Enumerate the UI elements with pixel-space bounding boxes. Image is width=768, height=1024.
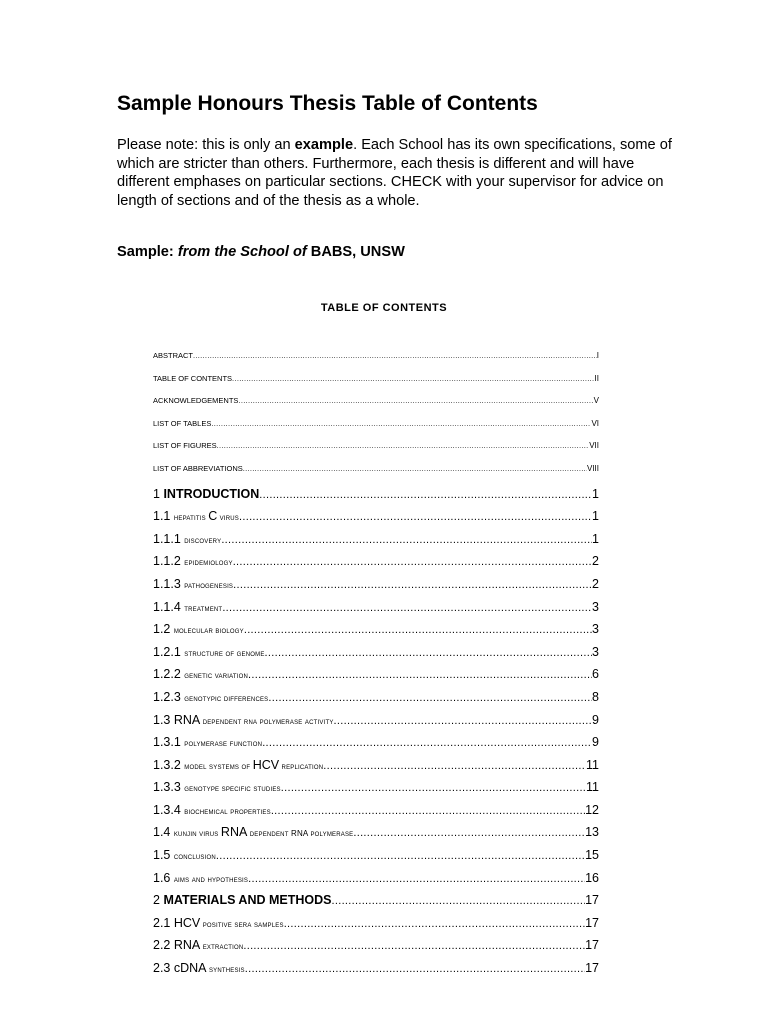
toc-leader xyxy=(353,827,585,839)
toc-entry-text: treatment xyxy=(184,603,223,613)
toc-entry xyxy=(153,848,599,871)
toc-entry-label: TABLE OF CONTENTS xyxy=(153,373,233,383)
toc-entry-text: model systems of xyxy=(184,761,253,771)
sample-from: from the School of xyxy=(177,244,307,260)
toc-page-number: 1 xyxy=(592,531,599,546)
toc-entry-number: 1.3.2 xyxy=(153,757,185,772)
sample-source xyxy=(117,244,405,260)
toc-entry-text: dependent RNA polymerase xyxy=(247,829,354,839)
toc-entry-text: polymerase function xyxy=(184,739,263,749)
toc-leader xyxy=(248,873,585,885)
toc-entry-number: 1.6 xyxy=(153,870,174,885)
toc-entry-text: MATERIALS AND METHODS xyxy=(163,893,332,908)
toc-page-number: V xyxy=(593,396,599,406)
toc-entry-number: 1.1.4 xyxy=(153,599,185,614)
toc-entry-text: biochemical properties xyxy=(184,806,271,816)
toc-entry-number: 1.4 xyxy=(153,825,174,840)
toc-entry-text: cDNA xyxy=(173,961,207,976)
toc-page-number: 17 xyxy=(585,961,599,976)
page-title: Sample Honours Thesis Table of Contents xyxy=(117,92,538,115)
toc-leader xyxy=(243,464,587,473)
toc-entry xyxy=(153,690,599,713)
toc-entry xyxy=(153,667,599,690)
toc-entry-label xyxy=(153,916,284,930)
toc-leader xyxy=(284,918,585,930)
toc-entry xyxy=(153,554,599,577)
toc-leader xyxy=(259,489,592,501)
toc-entry-text: pathogenesis xyxy=(184,580,234,590)
toc-page-number: 17 xyxy=(585,938,599,953)
toc-page-number: 13 xyxy=(585,825,599,840)
toc-entry-label xyxy=(153,893,332,907)
toc-entry-label: LIST OF FIGURES xyxy=(153,441,217,451)
note-emphasis: example xyxy=(294,137,354,153)
toc-entry xyxy=(153,532,599,555)
toc-entry-text: extraction xyxy=(200,942,244,952)
toc-leader xyxy=(211,419,591,428)
toc-entry xyxy=(153,916,599,939)
toc-entry-text: conclusion xyxy=(173,852,216,862)
toc-entry-number: 1.3.3 xyxy=(153,780,185,795)
toc-entry xyxy=(153,441,599,464)
toc-entry-label xyxy=(153,690,268,704)
toc-page-number: 3 xyxy=(592,599,599,614)
toc-entry-number: 1.2 xyxy=(153,622,174,637)
toc-entry-text: RNA xyxy=(173,712,201,727)
toc-entry-text: discovery xyxy=(184,535,222,545)
toc-entry-text: epidemiology xyxy=(184,558,233,568)
toc-page-number: 2 xyxy=(592,576,599,591)
toc-entry xyxy=(153,464,599,487)
toc-page-number: VIII xyxy=(586,463,599,473)
toc-entry xyxy=(153,374,599,397)
toc-entry-number: 2.3 xyxy=(153,961,174,976)
toc-entry-number: 1.3.4 xyxy=(153,802,185,817)
toc-entry-text: hepatitis xyxy=(173,513,209,523)
toc-entry xyxy=(153,600,599,623)
toc-page-number: 1 xyxy=(592,509,599,524)
toc-entry-number: 1.2.2 xyxy=(153,667,185,682)
toc-entry-label xyxy=(153,713,334,727)
toc-entry-text: genotype specific studies xyxy=(184,784,281,794)
toc-entry xyxy=(153,419,599,442)
toc-entry-text: kunjin virus xyxy=(173,829,221,839)
toc-entry-label xyxy=(153,509,239,523)
sample-school: BABS, UNSW xyxy=(306,244,405,260)
toc-entry-text: HCV xyxy=(173,915,201,930)
toc-entry-text: dependent rna polymerase activity xyxy=(200,716,334,726)
toc-leader xyxy=(332,895,586,907)
toc-entry-label: LIST OF ABBREVIATIONS xyxy=(153,463,243,473)
toc-entry-label xyxy=(153,554,233,568)
toc-leader xyxy=(217,441,590,450)
toc-entry-text: RNA xyxy=(173,938,201,953)
toc-entry-label xyxy=(153,825,353,839)
toc-page-number: 6 xyxy=(592,667,599,682)
toc-leader xyxy=(222,602,592,614)
toc-page-number: 11 xyxy=(586,757,599,772)
note-rest: . Each School has its own specifications, some of which are stricter than others. Furthermore, each thesis is different and will have different emphases on particular sections. CHECK with your supervisor for advice on length of sections and of the thesis as a whole. xyxy=(117,137,672,209)
toc-entry xyxy=(153,961,599,984)
sample-label: Sample: xyxy=(117,244,178,260)
toc-entry-label xyxy=(153,848,216,862)
toc-page-number: 17 xyxy=(585,915,599,930)
toc-entry-label xyxy=(153,645,265,659)
toc-entry-label xyxy=(153,735,262,749)
toc-entry-text: genetic variation xyxy=(184,671,249,681)
toc-entry-text: molecular biology xyxy=(173,626,244,636)
toc-entry-text: C xyxy=(208,509,218,524)
toc-entry-text: virus xyxy=(217,513,239,523)
toc-entry xyxy=(153,396,599,419)
toc-entry-number: 1.1.3 xyxy=(153,576,185,591)
toc-entry-number: 1.3.1 xyxy=(153,735,185,750)
toc-entry xyxy=(153,713,599,736)
toc-leader xyxy=(193,351,597,360)
toc-entry xyxy=(153,577,599,600)
toc-entry-number: 1.1.1 xyxy=(153,531,185,546)
toc-entry-number: 1.2.1 xyxy=(153,644,185,659)
toc-entry-label xyxy=(153,758,323,772)
toc-entry-number: 1.1.2 xyxy=(153,554,185,569)
toc-leader xyxy=(233,556,592,568)
toc-page-number: 15 xyxy=(585,848,599,863)
toc-entry xyxy=(153,645,599,668)
toc-entry-number: 2.2 xyxy=(153,938,174,953)
toc-entry xyxy=(153,803,599,826)
toc-entry-text: INTRODUCTION xyxy=(163,486,260,501)
toc-leader xyxy=(233,579,592,591)
toc-entry-number: 2.1 xyxy=(153,915,174,930)
toc-entry-text: genotypic differences xyxy=(184,693,269,703)
toc-entry xyxy=(153,938,599,961)
toc-page-number: II xyxy=(594,373,599,383)
toc-page-number: 3 xyxy=(592,644,599,659)
toc-leader xyxy=(265,647,593,659)
toc-page-number: VI xyxy=(591,418,599,428)
toc-entry-label xyxy=(153,600,222,614)
toc-entry xyxy=(153,871,599,894)
toc-entry xyxy=(153,487,599,510)
toc-leader xyxy=(245,963,585,975)
toc-entry-label xyxy=(153,780,281,794)
toc-entry-label xyxy=(153,667,248,681)
toc-entry xyxy=(153,735,599,758)
toc-entry-label xyxy=(153,871,248,885)
toc-leader xyxy=(271,805,585,817)
toc-leader xyxy=(334,715,593,727)
toc-entry-label: ABSTRACT xyxy=(153,351,194,360)
toc-entry-label xyxy=(153,532,221,546)
toc-entry-text: synthesis xyxy=(206,965,245,975)
toc-entry xyxy=(153,622,599,645)
toc-leader xyxy=(268,692,592,704)
toc-leader xyxy=(216,850,585,862)
toc-leader xyxy=(238,396,593,405)
note-prefix: Please note: this is only an xyxy=(117,137,295,153)
toc-leader xyxy=(232,374,595,383)
toc-entry-number: 1.5 xyxy=(153,848,174,863)
toc-entry-text: structure of genome xyxy=(184,648,265,658)
toc-entry xyxy=(153,780,599,803)
toc-entry-label xyxy=(153,961,245,975)
toc-page-number: 1 xyxy=(592,486,599,501)
toc-entry-label xyxy=(153,622,244,636)
toc-page-number: 9 xyxy=(592,735,599,750)
toc-leader xyxy=(323,760,586,772)
toc-entry xyxy=(153,758,599,781)
toc-entry-label xyxy=(153,487,259,501)
toc-page-number: 12 xyxy=(585,802,599,817)
toc-entry-label: ACKNOWLEDGEMENTS xyxy=(153,396,239,406)
toc-entry xyxy=(153,509,599,532)
toc-title: TABLE OF CONTENTS xyxy=(320,302,448,314)
toc-entry-label xyxy=(153,803,271,817)
toc-entry-label xyxy=(153,938,243,952)
toc-entry-text: replication xyxy=(279,761,324,771)
toc-entry-label: LIST OF TABLES xyxy=(153,418,212,428)
toc-page-number: 8 xyxy=(592,689,599,704)
toc-leader xyxy=(281,782,586,794)
toc-entry-label xyxy=(153,577,233,591)
toc-entry-text: positive sera samples xyxy=(200,919,284,929)
toc-leader xyxy=(262,737,592,749)
toc-page-number: 9 xyxy=(592,712,599,727)
toc-entry-number: 1 xyxy=(153,486,164,501)
toc-entry-number: 1.3 xyxy=(153,712,174,727)
toc-leader xyxy=(248,669,592,681)
toc-page-number: 16 xyxy=(585,870,599,885)
table-of-contents xyxy=(153,351,599,984)
toc-leader xyxy=(243,940,585,952)
toc-leader xyxy=(239,511,592,523)
toc-page-number: VII xyxy=(589,441,599,451)
toc-entry-number: 1.1 xyxy=(153,509,174,524)
toc-entry-text: HCV xyxy=(252,757,280,772)
toc-page-number: 3 xyxy=(592,622,599,637)
toc-leader xyxy=(244,624,592,636)
toc-entry xyxy=(153,351,599,374)
toc-entry xyxy=(153,893,599,916)
toc-page-number: 2 xyxy=(592,554,599,569)
intro-note xyxy=(117,136,677,210)
toc-entry-number: 1.2.3 xyxy=(153,689,185,704)
toc-page-number: 11 xyxy=(586,780,599,795)
toc-page-number: I xyxy=(596,351,599,360)
toc-leader xyxy=(221,534,592,546)
toc-page-number: 17 xyxy=(585,893,599,908)
toc-entry-number: 2 xyxy=(153,893,164,908)
toc-entry-text: RNA xyxy=(220,825,248,840)
toc-entry xyxy=(153,825,599,848)
toc-entry-text: aims and hypothesis xyxy=(173,874,249,884)
